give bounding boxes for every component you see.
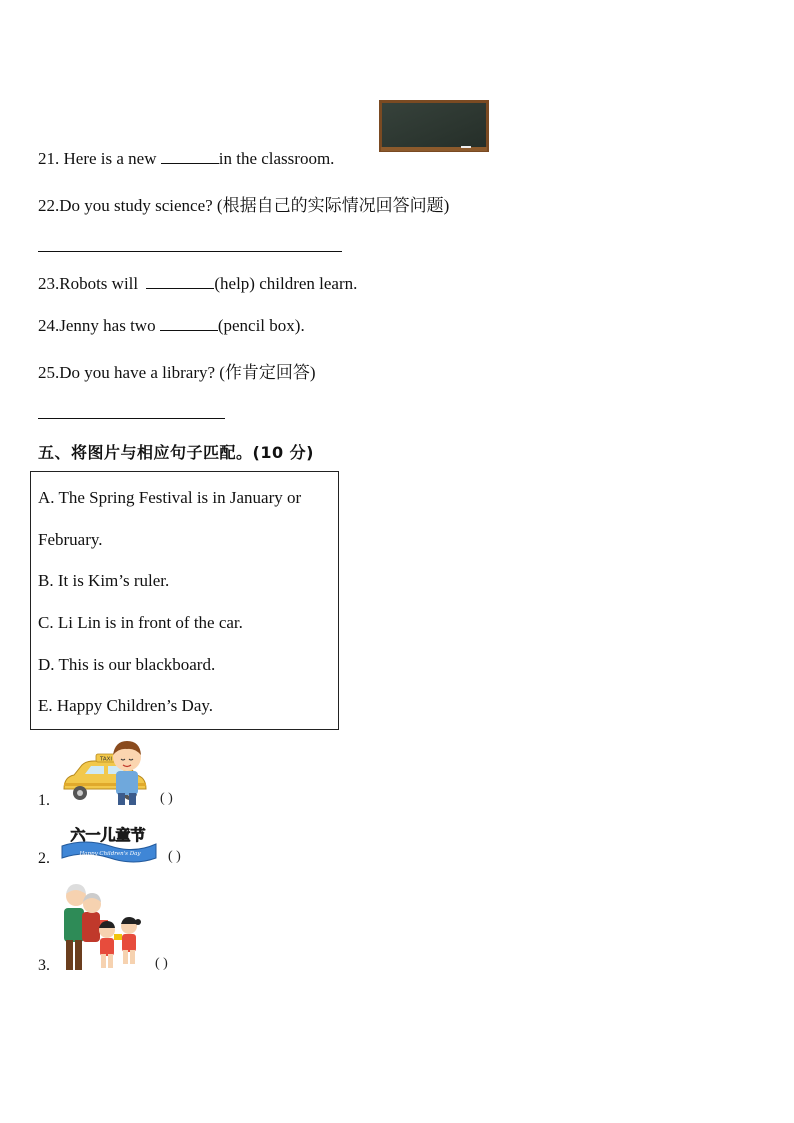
answer-parentheses[interactable]: ( ) — [168, 849, 181, 864]
question-text: (help) children learn. — [214, 274, 358, 293]
item-number: 1. — [38, 792, 50, 809]
question-text: .Jenny has two — [55, 316, 160, 335]
options-box — [30, 471, 339, 730]
question-number: 22 — [38, 196, 55, 215]
option-a-line1: A. The Spring Festival is in January or — [38, 488, 302, 507]
question-text: .Robots will — [55, 274, 143, 293]
fill-in-blank[interactable] — [160, 316, 218, 331]
item-number: 2. — [38, 850, 50, 867]
answer-parentheses[interactable]: ( ) — [155, 956, 168, 971]
question-number: 24 — [38, 316, 55, 335]
question-text: . Here is a new — [55, 149, 161, 168]
childrens-day-banner-image — [60, 822, 158, 864]
item-number: 3. — [38, 957, 50, 974]
option-d: D. This is our blackboard. — [38, 655, 216, 674]
question-text: .Do you study science? (根据自己的实际情况回答问题) — [55, 196, 450, 215]
boy-and-taxi-image — [60, 737, 152, 807]
fill-in-blank[interactable] — [146, 274, 214, 289]
question-22 — [38, 191, 449, 216]
question-23 — [38, 274, 357, 294]
question-text: .Do you have a library? (作肯定回答) — [55, 363, 316, 382]
question-25 — [38, 358, 316, 383]
question-text: in the classroom. — [218, 149, 335, 168]
option-c: C. Li Lin is in front of the car. — [38, 613, 243, 632]
question-number: 25 — [38, 363, 55, 382]
answer-parentheses[interactable]: ( ) — [160, 791, 173, 806]
option-b: B. It is Kim’s ruler. — [38, 571, 170, 590]
banner-title-text: 六一儿童节 — [70, 826, 146, 844]
question-number: 21 — [38, 149, 55, 168]
taxi-sign-text: TAXI — [99, 756, 113, 763]
section-heading: 五、将图片与相应句子匹配。(10 分) — [38, 443, 314, 462]
answer-line[interactable] — [38, 418, 225, 419]
grandparents-and-children-image — [60, 882, 146, 974]
option-a-line2: February. — [38, 530, 103, 549]
question-text: (pencil box). — [217, 316, 305, 335]
blackboard-image — [379, 100, 489, 152]
question-21 — [38, 149, 334, 169]
banner-subtitle-text: Happy Children's Day — [79, 851, 141, 857]
option-e: E. Happy Children’s Day. — [38, 696, 214, 715]
fill-in-blank[interactable] — [161, 149, 219, 164]
question-number: 23 — [38, 274, 55, 293]
answer-line[interactable] — [38, 251, 342, 252]
question-24 — [38, 316, 305, 336]
